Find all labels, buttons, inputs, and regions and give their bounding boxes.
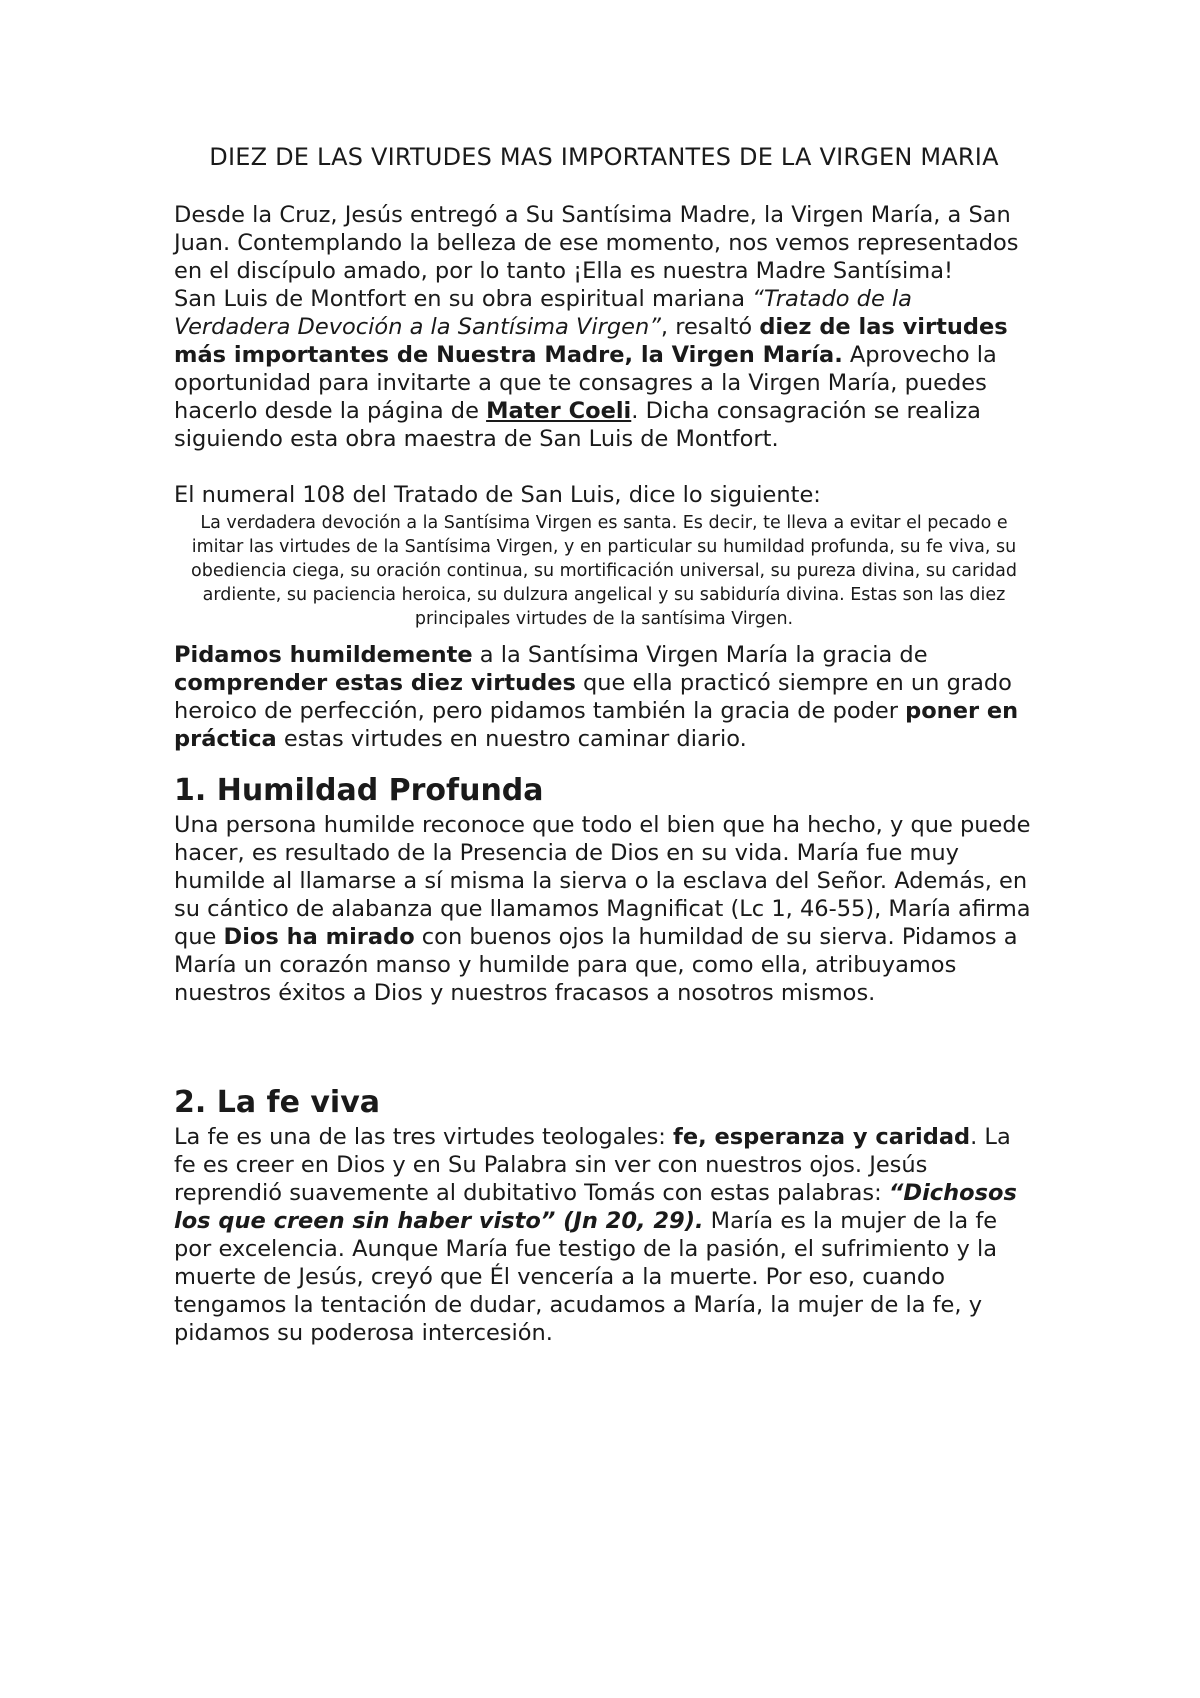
section-text-humildad bbox=[174, 811, 1034, 1007]
section-heading-fe: 2. La fe viva bbox=[174, 1085, 381, 1120]
section-bold: fe, esperanza y caridad bbox=[673, 1124, 971, 1150]
section-text-fe bbox=[174, 1123, 1034, 1347]
book-title: “Tratado de la Verdadera Devoción a la Santísima Virgen” bbox=[174, 286, 912, 340]
section-text: La fe es una de las tres virtudes teologales: bbox=[174, 1124, 674, 1150]
scripture-quote: “Dichosos los que creen sin haber visto” (Jn 20, 29). bbox=[174, 1180, 1017, 1234]
quote-intro: El numeral 108 del Tratado de San Luis, dice lo siguiente: bbox=[174, 482, 821, 508]
prayer-paragraph bbox=[174, 641, 1034, 753]
intro-text: , resaltó bbox=[660, 314, 760, 340]
section-text: . La fe es creer en Dios y en Su Palabra sin ver con nuestros ojos. Jesús reprendió suavemente al dubitativo Tomás con estas palabras: bbox=[174, 1124, 1011, 1206]
treatise-quote: La verdadera devoción a la Santísima Virgen es santa. Es decir, te lleva a evitar el pecado e imitar las virtudes de la Santísima Virgen, y en particular su humildad profunda, su fe viva, su obediencia ciega, su oración continua, su mortificación universal, su pureza divina, su caridad ardiente, su paciencia heroica, su dulzura angelical y su sabiduría divina. Estas son las diez principales virtudes de la santísima Virgen. bbox=[191, 513, 1017, 629]
section-text: María es la mujer de la fe por excelencia. Aunque María fue testigo de la pasión, el sufrimiento y la muerte de Jesús, creyó que Él vencería a la muerte. Por eso, cuando tengamos la tentación de dudar, acudamos a María, la mujer de la fe, y pidamos su poderosa intercesión. bbox=[174, 1208, 998, 1346]
intro-paragraph-2 bbox=[174, 285, 1034, 453]
section-heading-humildad: 1. Humildad Profunda bbox=[174, 773, 544, 808]
prayer-text: que ella practicó siempre en un grado heroico de perfección, pero pidamos también la gracia de poder bbox=[174, 670, 1012, 724]
intro-highlight: diez de las virtudes más importantes de Nuestra Madre, la Virgen María. bbox=[174, 314, 1008, 368]
prayer-text: estas virtudes en nuestro caminar diario. bbox=[276, 726, 747, 752]
document-title: DIEZ DE LAS VIRTUDES MAS IMPORTANTES DE LA VIRGEN MARIA bbox=[209, 143, 999, 171]
prayer-bold: poner en práctica bbox=[174, 698, 1019, 752]
document-page bbox=[174, 140, 1034, 1347]
intro-paragraph-1: Desde la Cruz, Jesús entregó a Su Santísima Madre, la Virgen María, a San Juan. Contemplando la belleza de ese momento, nos vemos representados en el discípulo amado, por lo tanto ¡Ella es nuestra Madre Santísima! bbox=[174, 202, 1019, 284]
intro-text: San Luis de Montfort en su obra espiritual mariana bbox=[174, 286, 753, 312]
prayer-bold: Pidamos humildemente bbox=[174, 642, 473, 668]
intro-text: . Dicha consagración se realiza siguiendo esta obra maestra de San Luis de Montfort. bbox=[174, 398, 981, 452]
section-text: Una persona humilde reconoce que todo el bien que ha hecho, y que puede hacer, es resultado de la Presencia de Dios en su vida. María fue muy humilde al llamarse a sí misma la sierva o la esclava del Señor. Además, en su cántico de alabanza que llamamos Magnificat (Lc 1, 46-55), María afirma que bbox=[174, 812, 1031, 950]
prayer-text: a la Santísima Virgen María la gracia de bbox=[472, 642, 928, 668]
section-text: con buenos ojos la humildad de su sierva. Pidamos a María un corazón manso y humilde para que, como ella, atribuyamos nuestros éxitos a Dios y nuestros fracasos a nosotros mismos. bbox=[174, 924, 1018, 1006]
section-bold: Dios ha mirado bbox=[223, 924, 415, 950]
mater-coeli-link[interactable]: Mater Coeli bbox=[486, 398, 632, 424]
intro-text: Aprovecho la oportunidad para invitarte a que te consagres a la Virgen María, puedes hacerlo desde la página de bbox=[174, 342, 997, 424]
prayer-bold: comprender estas diez virtudes bbox=[174, 670, 576, 696]
